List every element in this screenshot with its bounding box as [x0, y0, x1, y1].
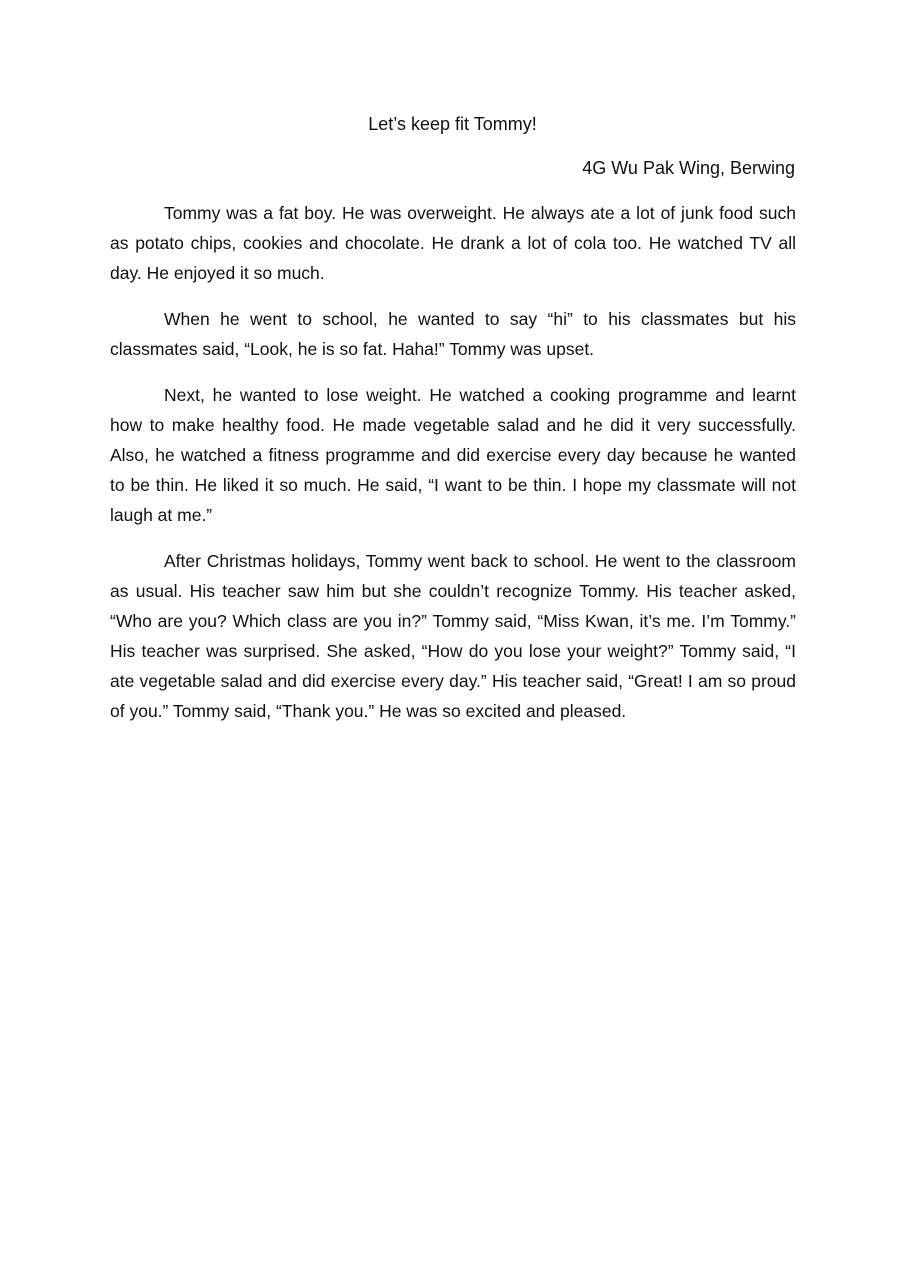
- paragraph-4: After Christmas holidays, Tommy went back to school. He went to the classroom as usual. His teacher saw him but she couldn’t recognize Tommy. His teacher asked, “Who are you? Which class are you in?” Tommy said, “Miss Kwan, it’s me. I’m Tommy.” His teacher was surprised. She asked, “How do you lose your weight?” Tommy said, “I ate vegetable salad and did exercise every day.” His teacher said, “Great! I am so proud of you.” Tommy said, “Thank you.” He was so excited and pleased.: [110, 551, 796, 721]
- paragraph-1: Tommy was a fat boy. He was overweight. He always ate a lot of junk food such as potato chips, cookies and chocolate. He drank a lot of cola too. He watched TV all day. He enjoyed it so much.: [110, 203, 796, 283]
- story-body: [110, 198, 796, 742]
- document-title: Let’s keep fit Tommy!: [368, 114, 537, 134]
- paragraph-2: When he went to school, he wanted to say “hi” to his classmates but his classmates said, “Look, he is so fat. Haha!” Tommy was upset.: [110, 309, 796, 359]
- paragraph-3: Next, he wanted to lose weight. He watched a cooking programme and learnt how to make healthy food. He made vegetable salad and he did it very successfully. Also, he watched a fitness programme and did exercise every day because he wanted to be thin. He liked it so much. He said, “I want to be thin. I hope my classmate will not laugh at me.”: [110, 385, 796, 525]
- author-line: 4G Wu Pak Wing, Berwing: [582, 158, 795, 178]
